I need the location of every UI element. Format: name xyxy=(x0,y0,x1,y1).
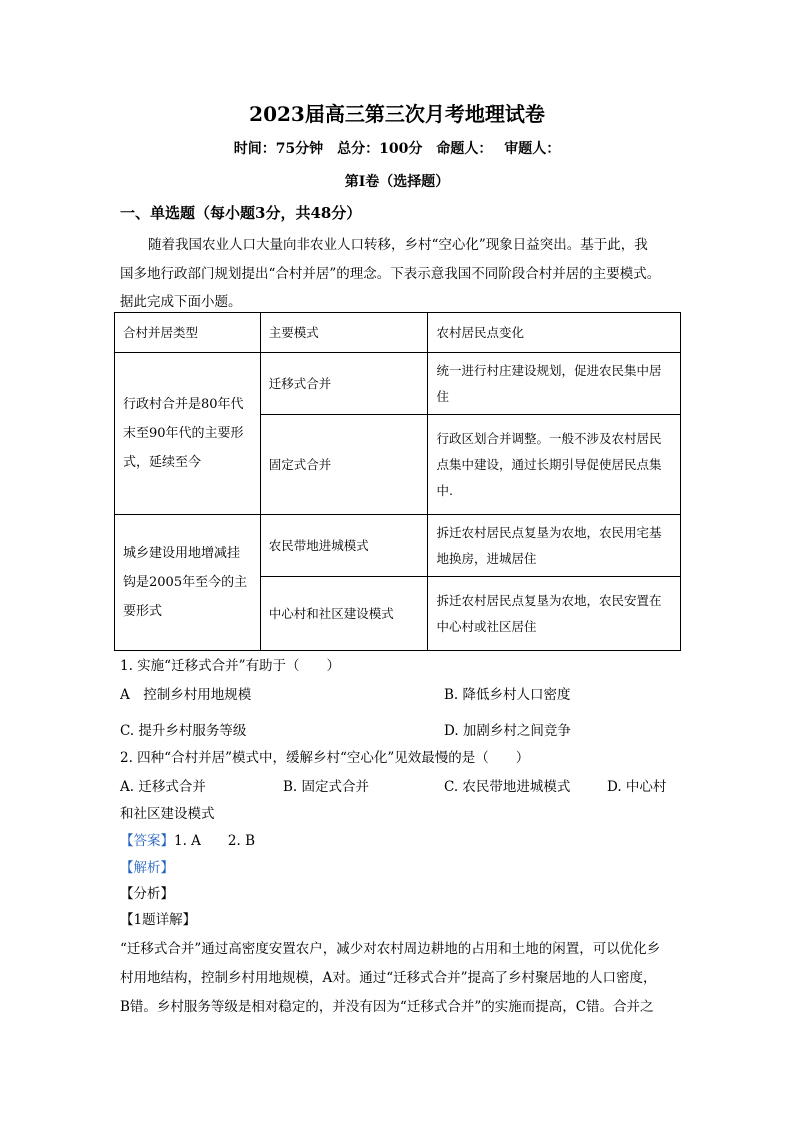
answer-value: 1. A 2. B xyxy=(174,833,256,849)
answer-line xyxy=(120,829,255,849)
answer-label: 【答案】 xyxy=(120,833,174,849)
question-2-option-d: D. 中心村 xyxy=(607,779,667,795)
question-1-option-b: B. 降低乡村人口密度 xyxy=(444,687,571,703)
question-2-option-b: B. 固定式合并 xyxy=(283,779,370,795)
section-heading: 一、单选题（每小题3分，共48分） xyxy=(120,204,362,222)
analysis-line-3: B错。乡村服务等级是相对稳定的，并没有因为“迁移式合并”的实施而提高，C错。合并之 xyxy=(120,999,654,1015)
table-row xyxy=(115,515,681,577)
analysis-label: 【解析】 xyxy=(120,860,174,876)
table-header: 主要模式 xyxy=(260,313,428,353)
exam-title: 2023届高三第三次月考地理试卷 xyxy=(249,102,545,126)
detail-heading: 【1题详解】 xyxy=(120,912,197,928)
table-header: 合村并居类型 xyxy=(115,313,261,353)
change-cell: 拆迁农村居民点复垦为农地，农民用宅基地换房，进城居住 xyxy=(428,515,681,577)
analysis-heading: 【分析】 xyxy=(120,886,174,902)
change-cell: 拆迁农村居民点复垦为农地，农民安置在中心村或社区居住 xyxy=(428,577,681,651)
change-cell: 统一进行村庄建设规划，促进农民集中居住 xyxy=(428,353,681,415)
question-2-option-c: C. 农民带地进城模式 xyxy=(444,779,571,795)
table-header-row xyxy=(115,313,681,353)
volume-heading: 第I卷（选择题） xyxy=(344,174,450,190)
question-2-option-a: A. 迁移式合并 xyxy=(120,779,206,795)
analysis-line-1: “迁移式合并”通过高密度安置农户，减少对农村周边耕地的占用和土地的闲置，可以优化乡 xyxy=(120,941,661,957)
table-row xyxy=(115,353,681,415)
exam-meta: 时间：75分钟 总分：100分 命题人： 审题人： xyxy=(233,141,561,157)
change-cell: 行政区划合并调整。一般不涉及农村居民点集中建设，通过长期引导促使居民点集中. xyxy=(428,415,681,515)
mode-cell: 农民带地进城模式 xyxy=(260,515,428,577)
merge-type-cell: 城乡建设用地增减挂钩是2005年至今的主要形式 xyxy=(115,515,261,651)
question-1-option-d: D. 加剧乡村之间竞争 xyxy=(444,723,571,739)
question-2-option-d-continued: 和社区建设模式 xyxy=(120,806,215,822)
intro-line-3: 据此完成下面小题。 xyxy=(120,294,242,310)
question-1-stem: 1. 实施“迁移式合并”有助于（ ） xyxy=(120,658,340,674)
merge-type-cell: 行政村合并是80年代末至90年代的主要形式，延续至今 xyxy=(115,353,261,515)
question-1-option-c: C. 提升乡村服务等级 xyxy=(120,723,247,739)
table-header: 农村居民点变化 xyxy=(428,313,681,353)
merge-modes-table xyxy=(114,312,681,651)
mode-cell: 迁移式合并 xyxy=(260,353,428,415)
question-2-stem: 2. 四种“合村并居”模式中，缓解乡村“空心化”见效最慢的是（ ） xyxy=(120,750,530,766)
mode-cell: 中心村和社区建设模式 xyxy=(260,577,428,651)
question-1-option-a: A 控制乡村用地规模 xyxy=(120,687,252,703)
mode-cell: 固定式合并 xyxy=(260,415,428,515)
intro-line-1: 随着我国农业人口大量向非农业人口转移，乡村“空心化”现象日益突出。基于此，我 xyxy=(148,237,648,253)
intro-line-2: 国多地行政部门规划提出“合村并居”的理念。下表示意我国不同阶段合村并居的主要模式。 xyxy=(120,266,661,282)
analysis-line-2: 村用地结构，控制乡村用地规模，A对。通过“迁移式合并”提高了乡村聚居地的人口密度， xyxy=(120,970,657,986)
